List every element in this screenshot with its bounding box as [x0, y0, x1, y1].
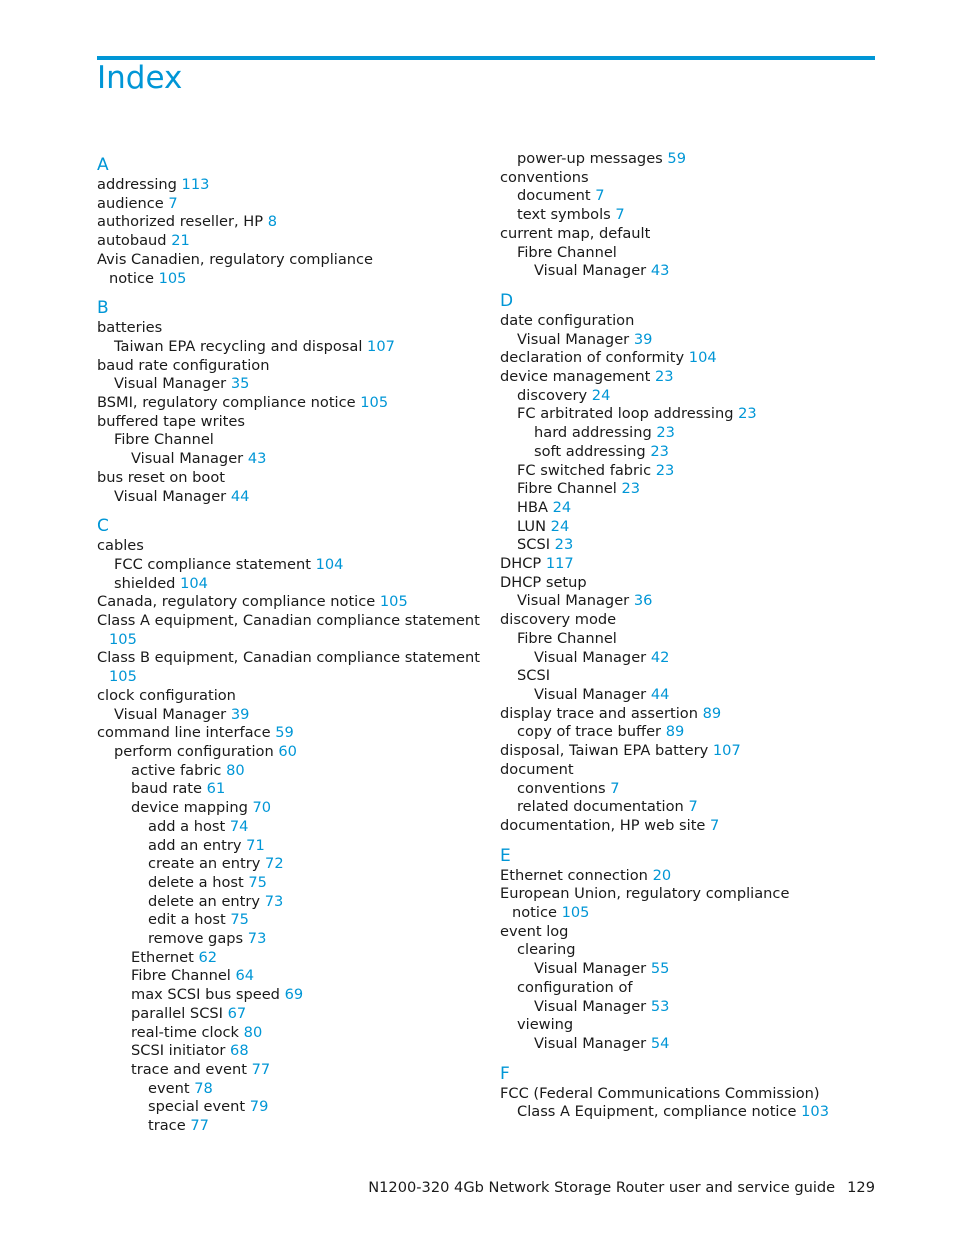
index-entry: [500, 979, 880, 998]
index-entry: [97, 537, 477, 556]
page-link[interactable]: 39: [633, 330, 653, 348]
index-column-left: [97, 150, 480, 1136]
page-link[interactable]: 77: [251, 1060, 271, 1078]
index-entry: [97, 1005, 477, 1024]
entry-term: HBA: [517, 498, 548, 516]
page-link[interactable]: 24: [550, 517, 570, 535]
entry-term: Visual Manager: [534, 648, 647, 666]
entry-term: max SCSI bus speed: [131, 986, 280, 1004]
page-link[interactable]: 36: [633, 592, 653, 610]
entry-term: Fibre Channel: [517, 629, 617, 647]
index-entry: [500, 1085, 880, 1104]
page-link[interactable]: 43: [650, 262, 670, 280]
entry-term: add a host: [148, 817, 226, 835]
page-link[interactable]: 39: [230, 705, 250, 723]
entry-term-continued: notice: [512, 904, 557, 922]
index-entry: [500, 206, 880, 225]
entry-term: configuration of: [517, 978, 633, 996]
page-link[interactable]: 8: [267, 213, 278, 231]
index-entry: [97, 706, 477, 725]
index-entry: [500, 742, 880, 761]
entry-term: delete an entry: [148, 892, 261, 910]
page-link[interactable]: 79: [249, 1098, 269, 1116]
entry-term: buffered tape writes: [97, 412, 245, 430]
entry-term: edit a host: [148, 911, 226, 929]
entry-term: audience: [97, 194, 164, 212]
index-entry: [97, 575, 477, 594]
entry-term: date configuration: [500, 311, 635, 329]
index-entry: [97, 1061, 477, 1080]
index-entry: [500, 424, 880, 443]
page-link[interactable]: 72: [265, 855, 284, 873]
page-link[interactable]: 7: [688, 798, 698, 816]
entry-term: delete a host: [148, 873, 244, 891]
page-link[interactable]: 24: [552, 498, 572, 516]
index-entry: [97, 431, 477, 450]
entry-term: trace: [148, 1117, 186, 1135]
entry-term: hard addressing: [534, 424, 652, 442]
page-link[interactable]: 75: [230, 911, 249, 929]
page-link[interactable]: 69: [284, 986, 304, 1004]
page-link[interactable]: 105: [109, 668, 137, 686]
index-entry: [500, 244, 880, 263]
page-link[interactable]: 68: [230, 1042, 249, 1060]
index-entry: [97, 593, 477, 612]
index-entry: [500, 480, 880, 499]
page-link[interactable]: 23: [654, 368, 674, 386]
entry-term: active fabric: [131, 761, 222, 779]
entry-term: FCC compliance statement: [114, 555, 311, 573]
entry-term: DHCP: [500, 555, 542, 573]
entry-term: Canada, regulatory compliance notice: [97, 593, 376, 611]
page-footer: [368, 1179, 875, 1196]
index-entry: [97, 967, 477, 986]
index-entry: [97, 488, 477, 507]
entry-term: perform configuration: [114, 742, 274, 760]
index-section: [500, 1063, 880, 1122]
entry-term: Visual Manager: [534, 997, 647, 1015]
entry-term: Fibre Channel: [131, 967, 231, 985]
index-entry: [500, 998, 880, 1017]
page-link[interactable]: 44: [230, 487, 250, 505]
entry-term: Visual Manager: [534, 262, 647, 280]
entry-term: batteries: [97, 319, 163, 337]
entry-term: disposal, Taiwan EPA battery: [500, 742, 709, 760]
entry-term: discovery: [517, 386, 588, 404]
index-entry: [97, 649, 480, 668]
entry-term: current map, default: [500, 224, 651, 242]
entry-term: FC switched fabric: [517, 461, 652, 479]
index-entry: [500, 169, 880, 188]
entry-term: Avis Canadien, regulatory compliance: [97, 250, 374, 268]
page-link[interactable]: 35: [230, 375, 250, 393]
page-link[interactable]: 107: [367, 337, 395, 355]
entry-term: addressing: [97, 176, 177, 193]
index-entry: [97, 780, 477, 799]
index-entry: [97, 612, 480, 631]
page-link[interactable]: 7: [595, 187, 605, 205]
page-link[interactable]: 59: [275, 724, 294, 742]
index-entry: [97, 357, 477, 376]
page-link[interactable]: 104: [315, 555, 344, 573]
index-entry: [97, 687, 477, 706]
page-link[interactable]: 21: [171, 232, 190, 250]
page-link[interactable]: 23: [655, 461, 675, 479]
page-link[interactable]: 70: [252, 799, 272, 817]
page-link[interactable]: 105: [379, 593, 408, 611]
index-entry: [97, 176, 477, 195]
index-entry: [500, 462, 880, 481]
page-link[interactable]: 7: [710, 816, 720, 834]
index-entry: [500, 499, 880, 518]
entry-term: Fibre Channel: [114, 431, 214, 449]
index-entry: [500, 798, 880, 817]
index-entry: [97, 762, 477, 781]
index-entry: [97, 799, 477, 818]
entry-term: display trace and assertion: [500, 704, 698, 722]
index-entry: [97, 375, 477, 394]
entry-term: viewing: [517, 1016, 574, 1034]
page-link[interactable]: 20: [652, 866, 672, 884]
index-entry: [500, 225, 880, 244]
footer-document-title: N1200-320 4Gb Network Storage Router user and service guide: [368, 1179, 836, 1196]
index-entry: [500, 536, 880, 555]
entry-term: SCSI initiator: [131, 1042, 226, 1060]
index-entry: [500, 349, 880, 368]
index-column-right: [500, 150, 880, 1122]
index-section: [97, 297, 477, 506]
page-link[interactable]: 7: [610, 779, 620, 797]
footer-page-number: 129: [847, 1179, 875, 1196]
page-link[interactable]: 60: [278, 742, 297, 760]
entry-term: Ethernet connection: [500, 866, 648, 884]
section-letter: B: [97, 298, 109, 319]
index-section: [500, 150, 880, 281]
entry-term: European Union, regulatory compliance: [500, 885, 790, 903]
entry-term: shielded: [114, 574, 176, 592]
index-entry: [500, 150, 880, 169]
index-entry: [97, 213, 477, 232]
entry-term: add an entry: [148, 836, 242, 854]
page-link[interactable]: 117: [545, 555, 574, 573]
index-entry: [97, 930, 477, 949]
index-entry: [500, 1103, 880, 1122]
index-entry: [97, 1024, 477, 1043]
entry-term: Ethernet: [131, 948, 194, 966]
index-entry: [500, 1016, 880, 1035]
entry-term: DHCP setup: [500, 573, 587, 591]
page-link[interactable]: 67: [227, 1004, 247, 1022]
entry-term: device mapping: [131, 799, 248, 817]
entry-term: baud rate configuration: [97, 356, 270, 374]
page-link[interactable]: 7: [168, 194, 178, 212]
index-entry: [500, 867, 880, 886]
entry-term: discovery mode: [500, 611, 617, 629]
page-link[interactable]: 103: [801, 1103, 829, 1121]
entry-term: clearing: [517, 941, 576, 959]
entry-term: baud rate: [131, 780, 203, 798]
page-link[interactable]: 7: [615, 206, 625, 224]
page-link[interactable]: 42: [650, 648, 670, 666]
page-link[interactable]: 61: [206, 780, 226, 798]
index-entry: [97, 413, 477, 432]
index-entry: [97, 195, 477, 214]
entry-term: Fibre Channel: [517, 243, 617, 261]
entry-term: document: [517, 187, 591, 205]
page-link[interactable]: 71: [246, 836, 265, 854]
entry-term: Visual Manager: [114, 487, 227, 505]
page-link[interactable]: 53: [650, 997, 670, 1015]
entry-term: SCSI: [517, 536, 551, 554]
entry-term: create an entry: [148, 855, 261, 873]
index-entry: [500, 686, 880, 705]
entry-term: device management: [500, 368, 651, 386]
index-entry: [500, 941, 880, 960]
entry-term: command line interface: [97, 724, 271, 742]
index-entry-continuation: [97, 270, 477, 289]
index-entry: [500, 630, 880, 649]
index-entry: [97, 319, 477, 338]
entry-term: Visual Manager: [114, 375, 227, 393]
page-link[interactable]: 105: [360, 394, 389, 412]
entry-term: copy of trace buffer: [517, 723, 662, 741]
index-entry: [97, 893, 477, 912]
page-link[interactable]: 107: [712, 742, 741, 760]
entry-term-continued: notice: [109, 269, 154, 287]
entry-term: FC arbitrated loop addressing: [517, 405, 734, 423]
index-entry: [500, 443, 880, 462]
index-entry: [500, 387, 880, 406]
index-entry: [500, 723, 880, 742]
entry-term: soft addressing: [534, 442, 646, 460]
page-link[interactable]: 74: [229, 817, 249, 835]
page-link[interactable]: 77: [190, 1117, 209, 1135]
entry-term: clock configuration: [97, 686, 236, 704]
entry-term: related documentation: [517, 798, 684, 816]
index-section: [500, 845, 880, 1054]
index-entry: [97, 338, 477, 357]
index-entry: [97, 251, 477, 270]
entry-term: Visual Manager: [517, 330, 630, 348]
page-link[interactable]: 89: [665, 723, 685, 741]
index-entry: [500, 761, 880, 780]
index-section: [97, 515, 480, 1136]
entry-term: Fibre Channel: [517, 480, 617, 498]
page-link[interactable]: 55: [650, 960, 670, 978]
index-section: [97, 154, 477, 288]
page-link[interactable]: 73: [247, 930, 267, 948]
index-entry: [97, 724, 477, 743]
page-link[interactable]: 105: [109, 630, 137, 648]
page-link[interactable]: 23: [650, 442, 669, 460]
index-entry: [97, 986, 477, 1005]
page-link[interactable]: 89: [702, 704, 722, 722]
entry-term: document: [500, 760, 574, 778]
index-entry: [97, 394, 477, 413]
entry-term: cables: [97, 537, 144, 555]
index-entry-continuation: [500, 904, 880, 923]
index-entry: [97, 469, 477, 488]
entry-term: Visual Manager: [534, 1034, 647, 1052]
entry-term: real-time clock: [131, 1023, 240, 1041]
index-entry: [97, 949, 477, 968]
entry-term: parallel SCSI: [131, 1004, 223, 1022]
entry-term: LUN: [517, 517, 547, 535]
page-link[interactable]: 73: [264, 892, 284, 910]
page-link[interactable]: 104: [180, 574, 208, 592]
index-entry: [500, 262, 880, 281]
page-link[interactable]: 24: [591, 386, 611, 404]
page-link[interactable]: 44: [650, 685, 670, 703]
entry-term: documentation, HP web site: [500, 816, 706, 834]
entry-term: special event: [148, 1098, 246, 1116]
page-link[interactable]: 64: [235, 967, 255, 985]
index-entry: [500, 817, 880, 836]
section-letter: D: [500, 290, 514, 311]
index-entry: [500, 611, 880, 630]
entry-term: power-up messages: [517, 150, 663, 167]
page-title: Index: [97, 60, 183, 96]
index-entry: [97, 743, 477, 762]
index-entry: [97, 1098, 477, 1117]
index-entry: [500, 518, 880, 537]
index-entry: [500, 187, 880, 206]
index-entry: [97, 1042, 477, 1061]
page-link[interactable]: 43: [247, 450, 267, 468]
index-entry: [500, 649, 880, 668]
index-entry: [500, 960, 880, 979]
page-link[interactable]: 113: [181, 176, 210, 193]
entry-term: autobaud: [97, 232, 167, 250]
entry-term: Class B equipment, Canadian compliance statement: [97, 649, 480, 667]
index-entry: [97, 818, 477, 837]
page-link[interactable]: 23: [738, 405, 757, 423]
index-entry: [97, 837, 477, 856]
page-link[interactable]: 75: [248, 873, 267, 891]
entry-term: event: [148, 1079, 190, 1097]
entry-term: Visual Manager: [131, 450, 244, 468]
index-entry: [97, 855, 477, 874]
index-entry: [97, 450, 477, 469]
index-entry: [500, 885, 880, 904]
entry-term: conventions: [500, 168, 589, 186]
entry-term: text symbols: [517, 206, 611, 224]
index-section: [500, 290, 880, 836]
index-entry: [500, 555, 880, 574]
index-entry: [97, 232, 477, 251]
page-link[interactable]: 23: [554, 536, 574, 554]
index-entry: [500, 705, 880, 724]
page-link[interactable]: 80: [226, 761, 245, 779]
index-entry-continuation: [97, 631, 477, 650]
page-link[interactable]: 105: [561, 904, 590, 922]
index-entry-continuation: [97, 668, 477, 687]
index-entry: [97, 874, 477, 893]
page-link[interactable]: 80: [243, 1023, 263, 1041]
section-letter: E: [500, 845, 511, 866]
entry-term: Class A Equipment, compliance notice: [517, 1103, 797, 1121]
entry-term: Visual Manager: [114, 705, 227, 723]
index-entry: [500, 592, 880, 611]
index-entry: [500, 331, 880, 350]
entry-term: Visual Manager: [517, 592, 630, 610]
entry-term: conventions: [517, 779, 606, 797]
index-entry: [500, 667, 880, 686]
page-link[interactable]: 23: [656, 424, 675, 442]
index-entry: [500, 780, 880, 799]
page-link[interactable]: 104: [688, 349, 717, 367]
index-entry: [97, 1117, 477, 1136]
entry-term: BSMI, regulatory compliance notice: [97, 394, 356, 412]
entry-term: bus reset on boot: [97, 468, 226, 486]
entry-term: trace and event: [131, 1060, 247, 1078]
entry-term: authorized reseller, HP: [97, 213, 264, 231]
entry-term: FCC (Federal Communications Commission): [500, 1084, 820, 1102]
index-entry: [97, 911, 477, 930]
entry-term: Visual Manager: [534, 960, 647, 978]
entry-term: Visual Manager: [534, 685, 647, 703]
page-link[interactable]: 23: [621, 480, 641, 498]
page-link[interactable]: 78: [194, 1079, 213, 1097]
entry-term: SCSI: [517, 667, 551, 685]
entry-term: Taiwan EPA recycling and disposal: [114, 337, 363, 355]
entry-term: Class A equipment, Canadian compliance statement: [97, 612, 480, 630]
header-rule: [97, 56, 875, 60]
index-entry: [500, 1035, 880, 1054]
page-link[interactable]: 62: [198, 948, 218, 966]
section-letter: F: [500, 1063, 510, 1084]
entry-term: remove gaps: [148, 930, 244, 948]
page-link[interactable]: 59: [667, 150, 686, 167]
entry-term: event log: [500, 922, 569, 940]
index-entry: [500, 923, 880, 942]
index-entry: [500, 312, 880, 331]
index-entry: [500, 574, 880, 593]
index-entry: [500, 368, 880, 387]
section-letter: C: [97, 516, 109, 537]
index-entry: [97, 556, 477, 575]
index-entry: [97, 1080, 477, 1099]
page-link[interactable]: 105: [158, 269, 187, 287]
page-link[interactable]: 54: [650, 1034, 670, 1052]
section-letter: A: [97, 155, 109, 175]
index-entry: [500, 405, 880, 424]
entry-term: declaration of conformity: [500, 349, 685, 367]
